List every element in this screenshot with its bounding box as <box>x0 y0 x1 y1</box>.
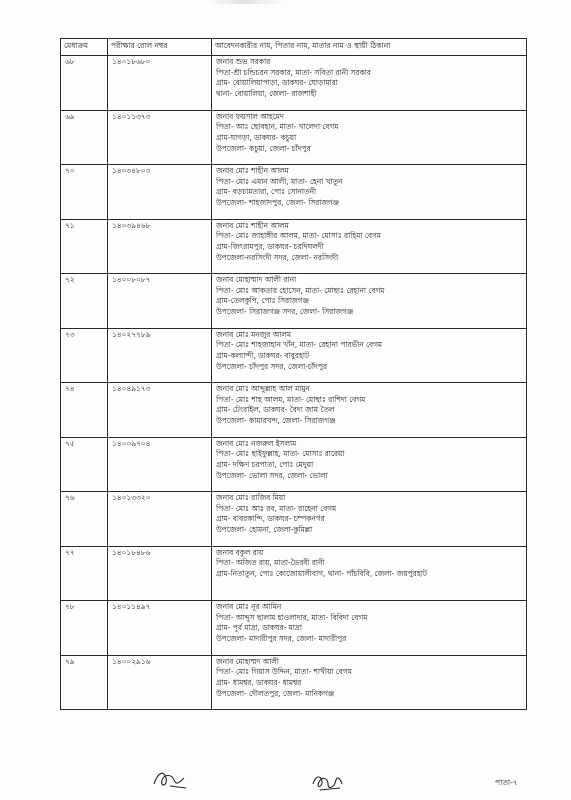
detail-line: গ্রাম-নিতাতুন, পোঃ কোজোয়ালীবাগ, থানা- পাঁচবিবি, জেলা- জয়পুরহাট <box>216 568 427 578</box>
roll-number: ১৪০৩৪৮০৩ <box>108 165 212 220</box>
applicant-details <box>212 546 527 601</box>
detail-line: গ্রাম- দক্ষিণ চরপাতা, পোঃ মেদুয়া <box>216 459 314 469</box>
table-row <box>61 383 527 438</box>
roll-number: ১৪০০৯৭০৪ <box>108 437 212 492</box>
applicant-details <box>212 383 527 438</box>
detail-line: জনাব মোঃ নূর আমিন <box>216 602 282 611</box>
applicant-details <box>212 328 527 383</box>
detail-line: গ্রাম-জিৎরামপুর, ডাকঘর- চরদিঘলদী <box>216 241 324 251</box>
detail-line: উপজেলা- শাহজাদপুর, জেলা- সিরাজগঞ্জ <box>216 198 340 208</box>
detail-line: জনাব মোঃ রাজিব মিয়া <box>216 493 286 502</box>
table-row <box>61 601 527 656</box>
detail-line: উপজেলা- হোমনা, জেলা-কুমিল্লা <box>216 525 313 535</box>
applicant-details <box>212 56 527 111</box>
merit-header: মেধাক্রম <box>61 39 108 56</box>
detail-line: জনাব মোহাম্মদ আলী <box>216 656 279 666</box>
detail-line: গ্রাম-কল্যান্দী, ডাকঘর- বাবুরহাট <box>216 350 310 360</box>
applicant-details <box>212 601 527 656</box>
detail-line: গ্রাম-তেলকুপি, পোঃ সিরাজগঞ্জ <box>216 296 309 306</box>
detail-line: পিতা- মোঃ শাহজাহান খাঁন, মাতা- রেহানা পারভীন বেগম <box>216 340 383 350</box>
applicant-details <box>212 274 527 329</box>
roll-number: ১৪০২৭৭৮৯ <box>108 328 212 383</box>
roll-number: ১৪০০২৯১৬ <box>108 655 212 710</box>
detail-line: জনাব মোঃ আব্দুল্লাহ আল মামুন <box>216 384 310 393</box>
merit-number: ৭৫ <box>61 437 108 492</box>
detail-line: জনাব ফয়সাল আহমেদ <box>216 111 284 121</box>
scan-artifact <box>205 0 285 4</box>
detail-line: গ্রাম-ঘাগড়া, ডাকঘর- কচুয়া <box>216 132 297 142</box>
applicant-details <box>212 165 527 220</box>
detail-line: পিতা- মোঃ শাহ আলম, মাতা- মোছাঃ রাশিদা বেগম <box>216 394 366 404</box>
merit-number: ৬৯ <box>61 110 108 165</box>
detail-line: পিতা- অজিত রায়, মাতা-ভৈরবী রানী <box>216 558 325 568</box>
merit-number: ৭২ <box>61 274 108 329</box>
detail-line: উপজেলা- দৌলতপুর, জেলা- মানিকগঞ্জ <box>216 688 335 698</box>
detail-line: পিতা- মোঃ ছাইফুল্লাহ, মাতা- মোসাঃ রাবেয়া <box>216 449 345 459</box>
detail-line: উপজেলা-নরসিংদী সদর, জেলা- নরসিংদী <box>216 252 339 262</box>
detail-line: গ্রাম- ধামশ্বর, ডাকঘর- ধামশ্বর <box>216 677 302 687</box>
roll-number: ১৪০০৮০৮৭ <box>108 274 212 329</box>
merit-number: ৭১ <box>61 219 108 274</box>
detail-line: জনাব বকুল রায় <box>216 547 264 557</box>
table-row <box>61 165 527 220</box>
table-header-row <box>61 39 527 56</box>
table-row <box>61 437 527 492</box>
detail-line: উপজেলা- ভোলা সদর, জেলা- ভোলা <box>216 470 328 480</box>
applicant-details <box>212 655 527 710</box>
detail-line: পিতা- আব্দুস ছালাম হাওলাদার, মাতা- বিবিদা বেগম <box>216 612 368 622</box>
detail-line: পিতা- আঃ ছোবহান, মাতা- খালেদা বেগম <box>216 122 339 132</box>
detail-line: জনাব মোঃ শাহীন আলম <box>216 166 289 175</box>
table-row <box>61 546 527 601</box>
detail-line: গ্রাম- বাবরকান্দি, ডাকঘর- চম্পকনগর <box>216 514 325 524</box>
merit-number: ৭০ <box>61 165 108 220</box>
roll-number: ১৪০৪৯১৭৩ <box>108 383 212 438</box>
detail-line: উপজেলা- মাদারীপুর সদর, জেলা- মাদারীপুর <box>216 634 347 644</box>
applicant-details <box>212 492 527 547</box>
detail-line: থানা- বোয়ালিয়া, জেলা- রাজশাহী <box>216 89 317 99</box>
detail-line: পিতা- মোঃ গিয়াস উদ্দিন, মাতা- শাখীয়া বেগম <box>216 667 352 677</box>
merit-number: ৬৮ <box>61 56 108 111</box>
table-row <box>61 56 527 111</box>
candidate-table <box>60 38 527 710</box>
merit-number: ৭৭ <box>61 546 108 601</box>
details-header: আবেদনকারীর নাম, পিতার নাম, মাতার নাম ও স্থায়ী ঠিকানা <box>212 39 527 56</box>
detail-line: জনাব শুভ সরকার <box>216 57 271 66</box>
detail-line: জনাব মোঃ মনজুর আলম <box>216 329 291 339</box>
signature-right <box>310 770 346 794</box>
detail-line: জনাব মোঃ নজরুল ইসলাম <box>216 438 297 448</box>
detail-line: জনাব মোঃ শাহীন আলম <box>216 220 289 230</box>
detail-line: পিতা- মোঃ এমান আলী, মাতা- হেনা খাতুন <box>216 176 343 186</box>
table-row <box>61 328 527 383</box>
signature-left <box>150 766 190 792</box>
merit-number: ৭৩ <box>61 328 108 383</box>
roll-header: পরীক্ষার রোল নম্বর <box>108 39 212 56</box>
table-row <box>61 110 527 165</box>
table-row <box>61 274 527 329</box>
detail-line: পিতা- মোঃ আকতার হোসেন, মাতা- মোছাঃ রেহানা বেগম <box>216 285 385 295</box>
roll-number: ১৪০১৮৬৮০ <box>108 56 212 111</box>
applicant-details <box>212 437 527 492</box>
roll-number: ১৪০১৮৪৮৬ <box>108 546 212 601</box>
page-number: পাতা-৭ <box>495 778 518 787</box>
detail-line: পিতা- মোঃ জাহাঙ্গীর আলম, মাতা- মোসাঃ রাহিমা বেগম <box>216 231 381 241</box>
merit-number: ৭৬ <box>61 492 108 547</box>
detail-line: জনাব মোহাম্মাদ আলী রানা <box>216 275 297 284</box>
detail-line: পিতা- মোঃ আঃ রব, মাতা- রাহেনা বেগম <box>216 503 337 513</box>
roll-number: ১৪০৩৯৪৬৮ <box>108 219 212 274</box>
detail-line: উপজেলা- চাঁদপুর সদর, জেলা-চাঁদপুর <box>216 361 328 371</box>
detail-line: পিতা-শ্রী চন্ডিচরন সরকার, মাতা- সবিতা রানী সরকার <box>216 67 371 77</box>
roll-number: ১৪০১৩৩২০ <box>108 492 212 547</box>
detail-line: গ্রাম- বোয়ালিয়াপাড়া, ডাকঘর- ঘোড়ামারা <box>216 78 338 88</box>
roll-number: ১৪০১১৩৭৩ <box>108 110 212 165</box>
roll-number: ১৪০১১৪৯৭ <box>108 601 212 656</box>
merit-number: ৭৯ <box>61 655 108 710</box>
detail-line: গ্রাম- টেংরাইল, ডাকঘর- বৈদ্য জাম তৈল <box>216 405 335 415</box>
detail-line: উপজেলা- কচুয়া, জেলা- চাঁদপুর <box>216 143 311 153</box>
table-row <box>61 492 527 547</box>
applicant-details <box>212 219 527 274</box>
detail-line: উপজেলা- কামারখন্দ, জেলা- সিরাজগঞ্জ <box>216 416 336 426</box>
table-row <box>61 219 527 274</box>
detail-line: গ্রাম- বড়চামতারা, পোঃ সোনাতনী <box>216 187 317 197</box>
detail-line: উপজেলা- সিরাজগঞ্জ সদর, জেলা- সিরাজগঞ্জ <box>216 307 354 317</box>
merit-number: ৭৪ <box>61 383 108 438</box>
applicant-details <box>212 110 527 165</box>
merit-number: ৭৮ <box>61 601 108 656</box>
detail-line: গ্রাম- পূর্ব মাদ্রা, ডাকঘর- মাদ্রা <box>216 623 302 633</box>
table-row <box>61 655 527 710</box>
